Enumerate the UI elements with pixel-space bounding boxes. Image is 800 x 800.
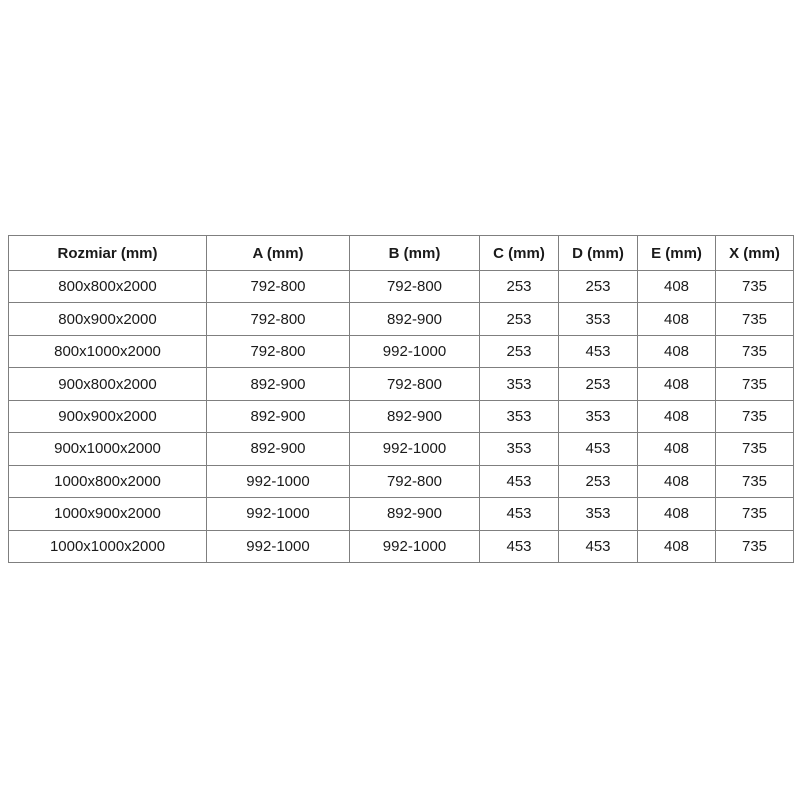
column-header-b: B (mm) (350, 236, 480, 271)
table-row (9, 271, 794, 303)
cell-c: 253 (480, 303, 559, 335)
cell-a: 892-900 (207, 433, 350, 465)
cell-x: 735 (716, 335, 794, 367)
table-row (9, 303, 794, 335)
cell-rozmiar: 1000x900x2000 (9, 498, 207, 530)
cell-e: 408 (638, 400, 716, 432)
cell-b: 992-1000 (350, 530, 480, 563)
cell-b: 892-900 (350, 498, 480, 530)
cell-rozmiar: 1000x1000x2000 (9, 530, 207, 563)
table-row (9, 400, 794, 432)
cell-x: 735 (716, 530, 794, 563)
cell-a: 792-800 (207, 303, 350, 335)
cell-rozmiar: 900x900x2000 (9, 400, 207, 432)
cell-c: 453 (480, 465, 559, 497)
cell-a: 992-1000 (207, 465, 350, 497)
cell-e: 408 (638, 498, 716, 530)
cell-e: 408 (638, 335, 716, 367)
cell-a: 992-1000 (207, 498, 350, 530)
cell-x: 735 (716, 498, 794, 530)
cell-d: 353 (559, 498, 638, 530)
column-header-c: C (mm) (480, 236, 559, 271)
header-row (9, 236, 794, 271)
cell-x: 735 (716, 465, 794, 497)
column-header-a: A (mm) (207, 236, 350, 271)
cell-c: 253 (480, 271, 559, 303)
table-row (9, 465, 794, 497)
cell-c: 453 (480, 530, 559, 563)
cell-a: 892-900 (207, 368, 350, 400)
cell-a: 992-1000 (207, 530, 350, 563)
cell-x: 735 (716, 433, 794, 465)
cell-x: 735 (716, 368, 794, 400)
cell-a: 792-800 (207, 271, 350, 303)
cell-x: 735 (716, 271, 794, 303)
cell-e: 408 (638, 271, 716, 303)
cell-rozmiar: 900x1000x2000 (9, 433, 207, 465)
cell-a: 892-900 (207, 400, 350, 432)
cell-e: 408 (638, 465, 716, 497)
column-header-d: D (mm) (559, 236, 638, 271)
cell-d: 253 (559, 465, 638, 497)
cell-c: 353 (480, 368, 559, 400)
table-row (9, 368, 794, 400)
cell-c: 453 (480, 498, 559, 530)
cell-b: 792-800 (350, 271, 480, 303)
cell-c: 353 (480, 400, 559, 432)
table-row (9, 433, 794, 465)
cell-b: 792-800 (350, 368, 480, 400)
cell-d: 253 (559, 271, 638, 303)
cell-d: 253 (559, 368, 638, 400)
table-row (9, 498, 794, 530)
cell-e: 408 (638, 530, 716, 563)
cell-e: 408 (638, 368, 716, 400)
cell-rozmiar: 800x800x2000 (9, 271, 207, 303)
size-spec-table (8, 235, 793, 563)
table-row (9, 530, 794, 563)
cell-e: 408 (638, 303, 716, 335)
cell-d: 453 (559, 530, 638, 563)
table-row (9, 335, 794, 367)
cell-c: 253 (480, 335, 559, 367)
column-header-rozmiar: Rozmiar (mm) (9, 236, 207, 271)
column-header-e: E (mm) (638, 236, 716, 271)
column-header-x: X (mm) (716, 236, 794, 271)
cell-x: 735 (716, 400, 794, 432)
cell-rozmiar: 800x900x2000 (9, 303, 207, 335)
cell-d: 353 (559, 303, 638, 335)
cell-b: 892-900 (350, 303, 480, 335)
cell-rozmiar: 900x800x2000 (9, 368, 207, 400)
cell-b: 992-1000 (350, 335, 480, 367)
cell-c: 353 (480, 433, 559, 465)
cell-d: 453 (559, 335, 638, 367)
cell-rozmiar: 800x1000x2000 (9, 335, 207, 367)
dimensions-table (8, 235, 794, 563)
cell-b: 792-800 (350, 465, 480, 497)
cell-d: 453 (559, 433, 638, 465)
cell-rozmiar: 1000x800x2000 (9, 465, 207, 497)
cell-x: 735 (716, 303, 794, 335)
cell-b: 992-1000 (350, 433, 480, 465)
cell-a: 792-800 (207, 335, 350, 367)
cell-d: 353 (559, 400, 638, 432)
cell-b: 892-900 (350, 400, 480, 432)
cell-e: 408 (638, 433, 716, 465)
